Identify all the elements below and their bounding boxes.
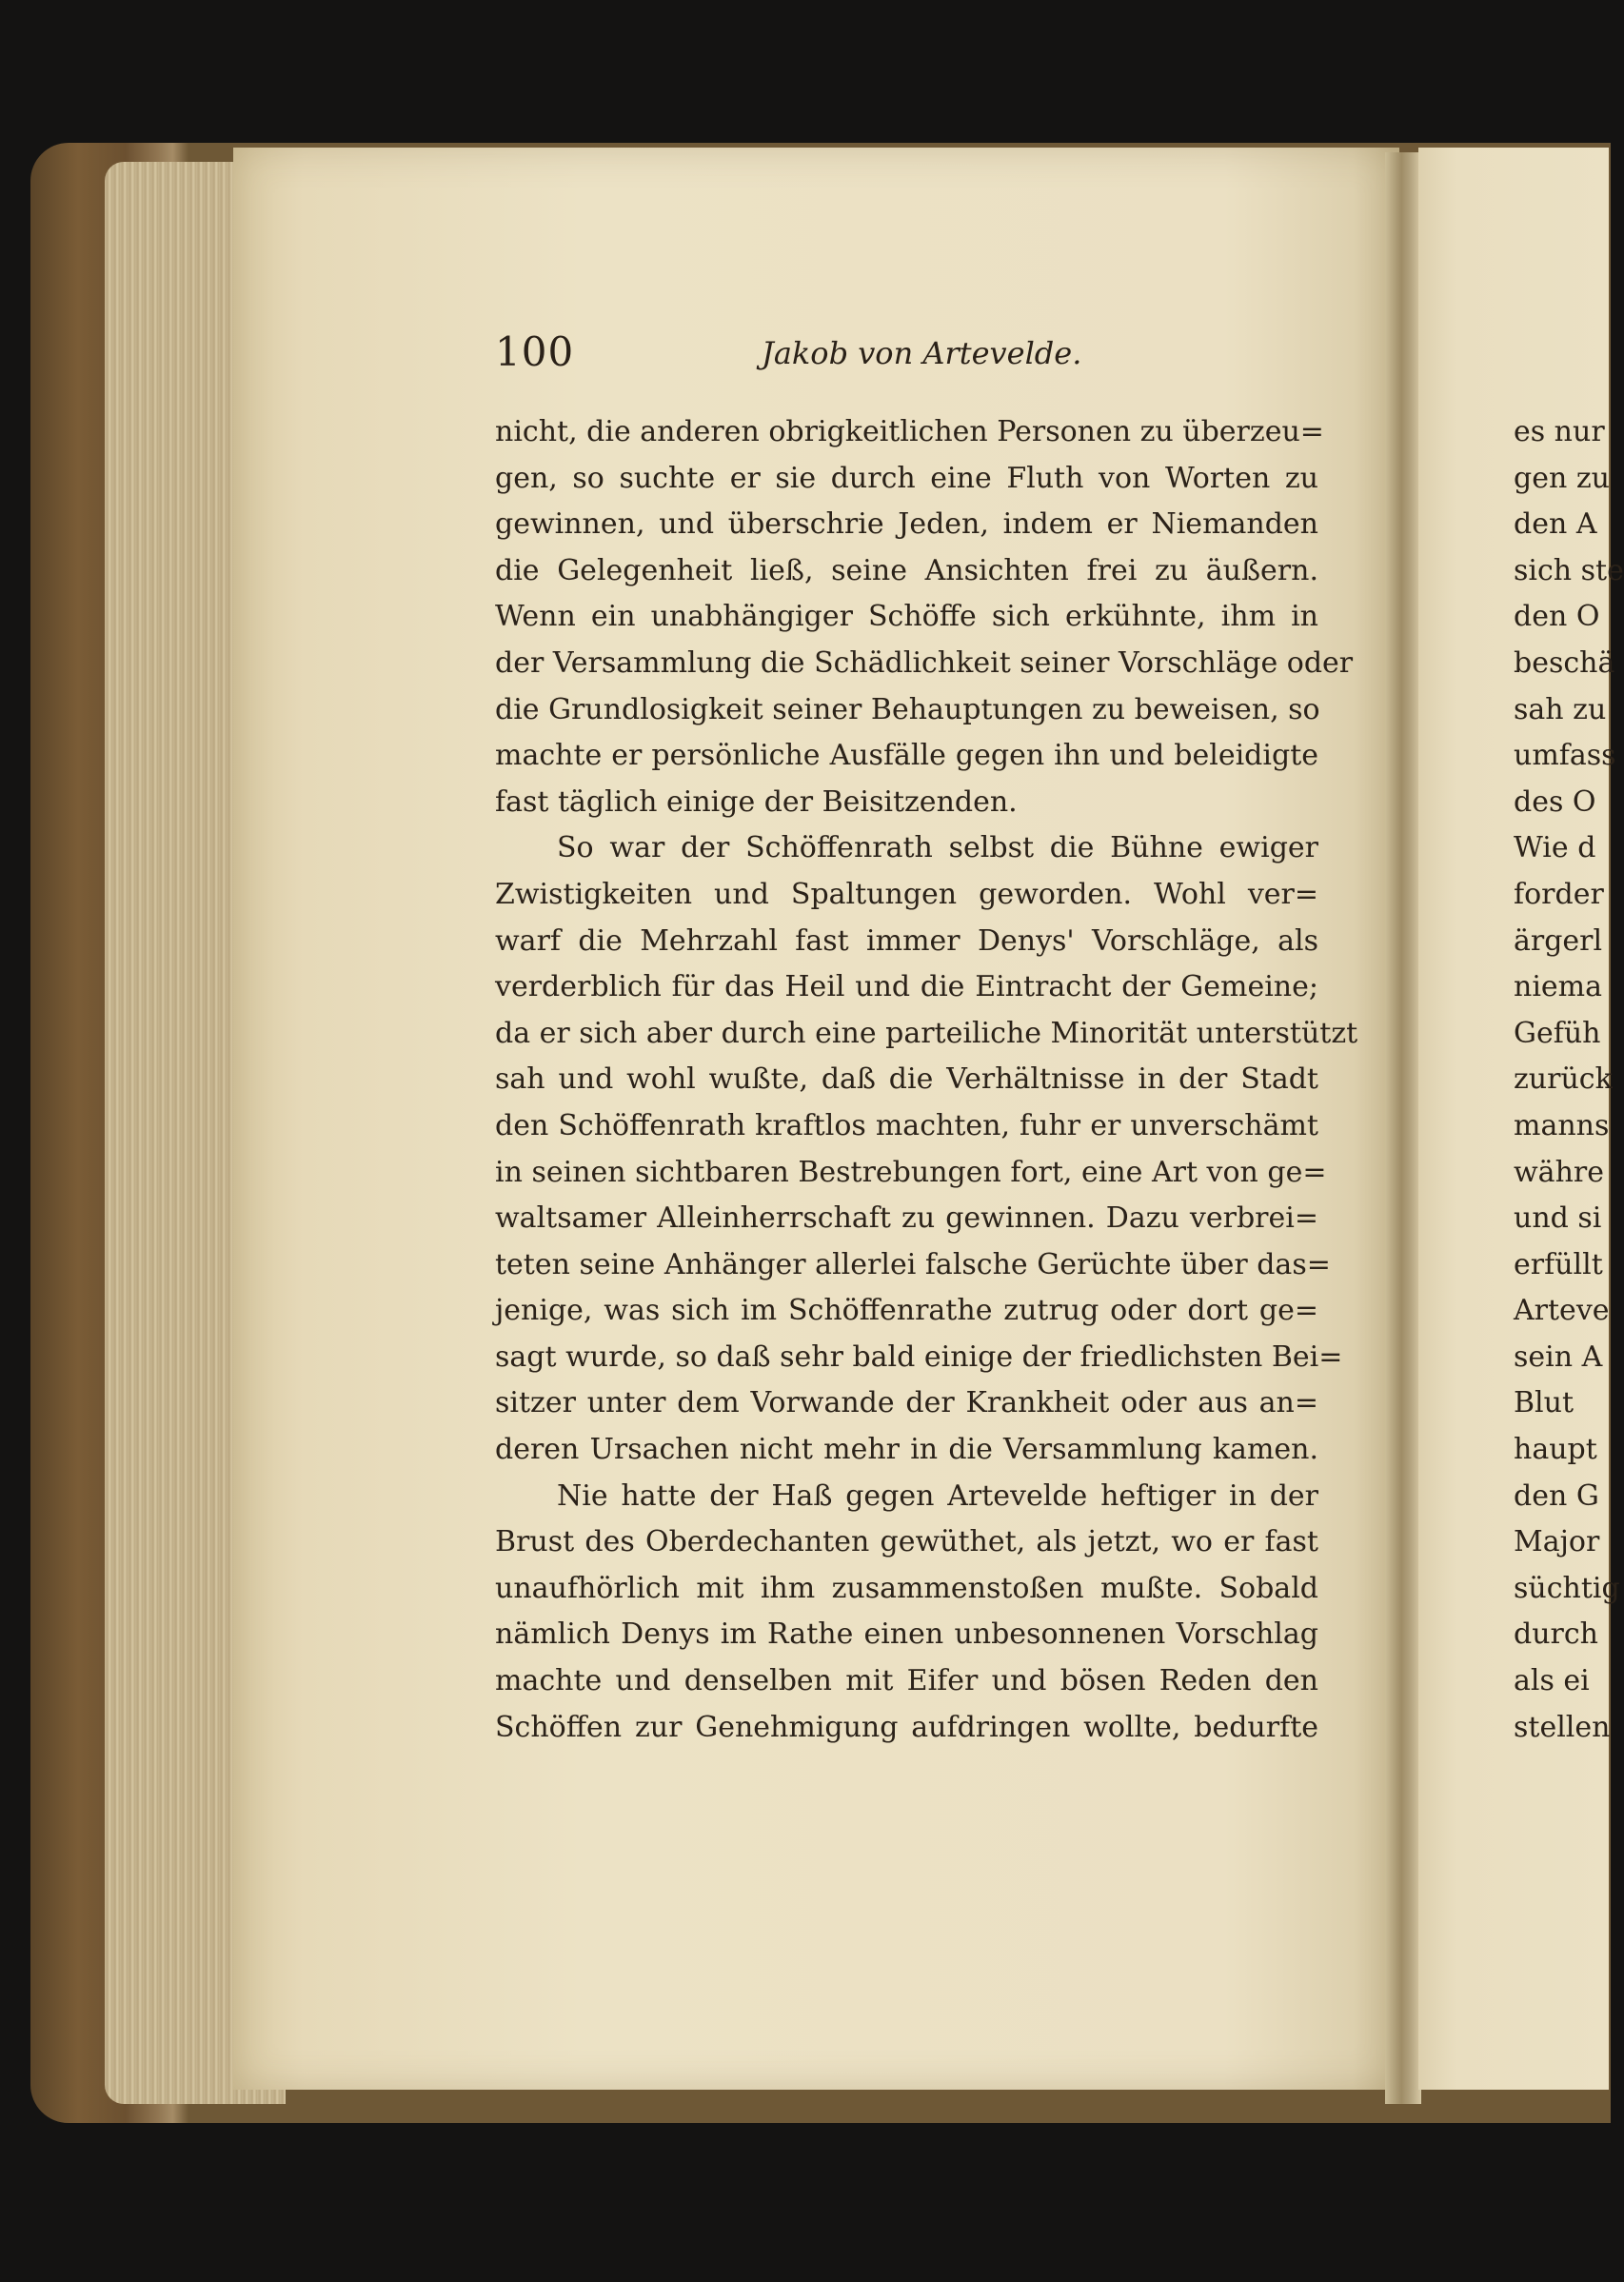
text-fragment: stellen [1514, 1710, 1611, 1744]
text-fragment: zurück [1514, 1062, 1613, 1097]
text-line: warf die Mehrzahl fast immer Denys' Vorschläge, als [495, 923, 1318, 958]
text-fragment: Major [1514, 1525, 1600, 1559]
text-line: verderblich für das Heil und die Eintracht der Gemeine; [495, 970, 1318, 1004]
text-line: in seinen sichtbaren Bestrebungen fort, eine Art von ge= [495, 1155, 1327, 1189]
right-page-text-fragments [1514, 409, 1624, 1751]
text-line: Brust des Oberdechanten gewüthet, als jetzt, wo er fast [495, 1525, 1318, 1559]
text-line: jenige, was sich im Schöffenrathe zutrug oder dort ge= [495, 1294, 1318, 1328]
text-fragment: erfüllt [1514, 1247, 1603, 1281]
text-fragment: Wie d [1514, 831, 1596, 865]
text-fragment: forder [1514, 877, 1604, 911]
text-line: den Schöffenrath kraftlos machten, fuhr er unverschämt [495, 1108, 1318, 1142]
text-line: waltsamer Alleinherrschaft zu gewinnen. Dazu verbrei= [495, 1201, 1318, 1236]
paragraph-first-line: So war der Schöffenrath selbst die Bühne ewiger [557, 831, 1318, 865]
text-line: nämlich Denys im Rathe einen unbesonnenen Vorschlag [495, 1617, 1318, 1652]
text-fragment: es nur [1514, 415, 1605, 448]
text-line: deren Ursachen nicht mehr in die Versammlung kamen. [495, 1433, 1318, 1467]
text-fragment: durch [1514, 1617, 1598, 1652]
text-line: Wenn ein unabhängiger Schöffe sich erkühnte, ihm in [495, 600, 1318, 634]
text-line: Zwistigkeiten und Spaltungen geworden. Wohl ver= [495, 877, 1318, 911]
text-line: Schöffen zur Genehmigung aufdringen wollte, bedurfte [495, 1710, 1318, 1744]
text-line: machte er persönliche Ausfälle gegen ihn und beleidigte [495, 739, 1318, 773]
text-line: teten seine Anhänger allerlei falsche Gerüchte über das= [495, 1247, 1331, 1281]
text-fragment: niema [1514, 970, 1603, 1004]
text-fragment: Arteve [1514, 1294, 1610, 1328]
page-number: 100 [495, 328, 575, 375]
text-fragment: gen zu [1514, 461, 1610, 495]
text-line: unaufhörlich mit ihm zusammenstoßen mußte. Sobald [495, 1571, 1318, 1605]
text-line: gewinnen, und überschrie Jeden, indem er Niemanden [495, 507, 1318, 542]
text-line: da er sich aber durch eine parteiliche Minorität unterstützt [495, 1016, 1358, 1050]
text-fragment: sah zu [1514, 692, 1607, 726]
text-fragment: als ei [1514, 1664, 1590, 1698]
text-fragment: den A [1514, 507, 1597, 542]
text-line: sagt wurde, so daß sehr bald einige der friedlichsten Bei= [495, 1339, 1343, 1374]
text-fragment: und si [1514, 1201, 1602, 1236]
text-fragment: des O [1514, 784, 1596, 819]
text-line: gen, so suchte er sie durch eine Fluth von Worten zu [495, 461, 1318, 495]
text-fragment: währe [1514, 1155, 1604, 1189]
text-fragment: sein A [1514, 1339, 1603, 1374]
text-line: sitzer unter dem Vorwande der Krankheit oder aus an= [495, 1386, 1318, 1420]
text-fragment: ärgerl [1514, 923, 1603, 958]
text-line: sah und wohl wußte, daß die Verhältnisse in der Stadt [495, 1062, 1318, 1097]
paragraph-first-line: Nie hatte der Haß gegen Artevelde heftiger in der [557, 1478, 1318, 1513]
left-page-text [495, 409, 1358, 1751]
text-line: der Versammlung die Schädlichkeit seiner Vorschläge oder [495, 645, 1354, 680]
text-fragment: manns [1514, 1108, 1610, 1142]
text-line: nicht, die anderen obrigkeitlichen Personen zu überzeu= [495, 415, 1324, 448]
text-line: die Gelegenheit ließ, seine Ansichten frei zu äußern. [495, 553, 1318, 587]
text-fragment: sich ste [1514, 553, 1624, 587]
text-line: die Grundlosigkeit seiner Behauptungen zu beweisen, so [495, 692, 1320, 726]
text-fragment: Gefüh [1514, 1016, 1601, 1050]
text-fragment: süchtig [1514, 1571, 1620, 1605]
text-fragment: den O [1514, 600, 1600, 634]
text-fragment: beschä [1514, 645, 1615, 680]
text-fragment: den G [1514, 1478, 1599, 1513]
running-title: Jakob von Artevelde. [762, 335, 1082, 371]
text-fragment: Blut [1514, 1386, 1574, 1420]
text-fragment: haupt [1514, 1433, 1597, 1467]
text-fragment: umfass [1514, 739, 1616, 773]
text-line: machte und denselben mit Eifer und bösen Reden den [495, 1664, 1318, 1698]
text-line: fast täglich einige der Beisitzenden. [495, 784, 1018, 819]
book-gutter [1385, 152, 1421, 2104]
